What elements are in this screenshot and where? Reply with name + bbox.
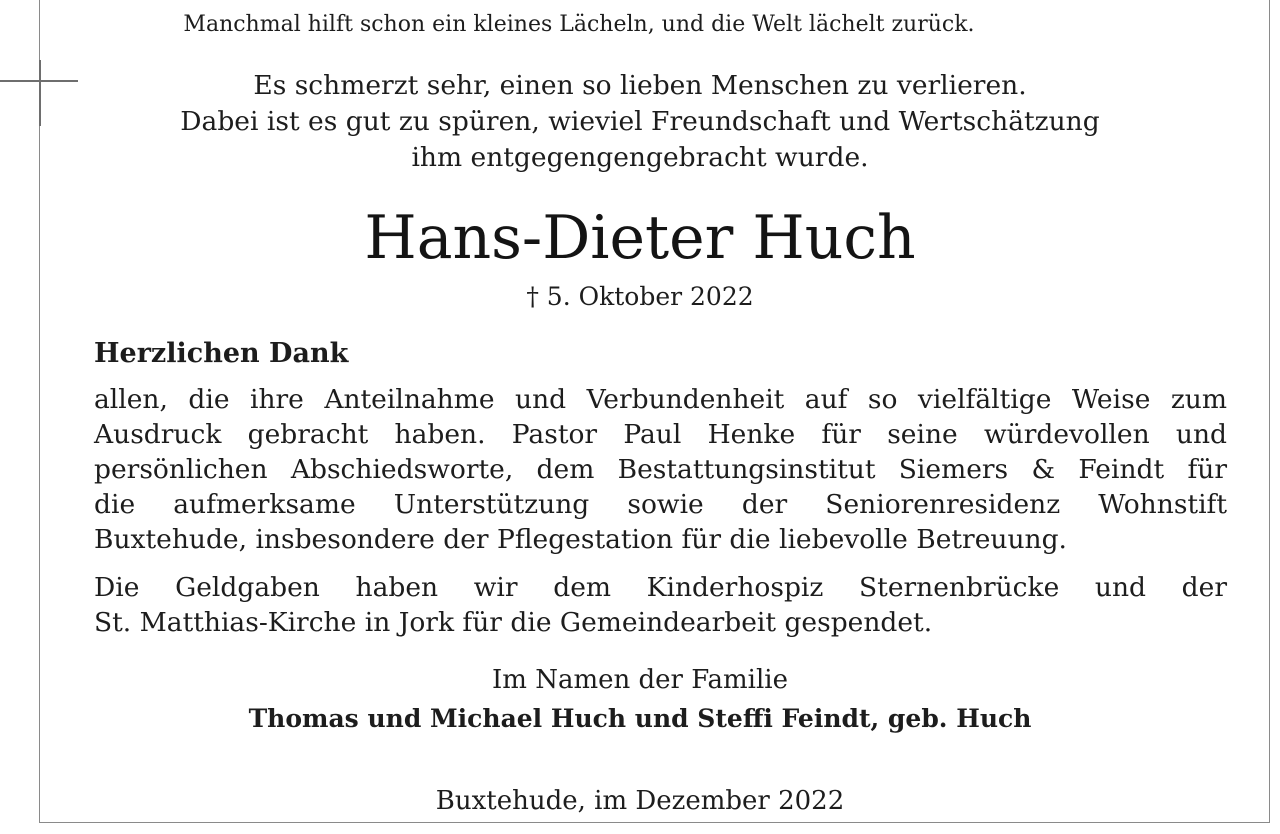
deceased-name: Hans-Dieter Huch — [364, 203, 916, 273]
paragraph-line: Die Geldgaben haben wir dem Kinderhospiz Sternenbrücke und der — [94, 572, 1227, 603]
paragraph-line: allen, die ihre Anteilnahme und Verbundenheit auf so vielfältige Weise zum — [94, 384, 1227, 415]
paragraph-line: Buxtehude, insbesondere der Pflegestation für die liebevolle Betreuung. — [94, 524, 1067, 555]
paragraph-line: persönlichen Abschiedsworte, dem Bestattungsinstitut Siemers & Feindt für — [94, 454, 1227, 485]
intro-line: Es schmerzt sehr, einen so lieben Menschen zu verlieren. — [253, 70, 1027, 101]
intro-line: ihm entgegengengebracht wurde. — [411, 142, 869, 173]
paragraph-line: St. Matthias-Kirche in Jork für die Gemeindearbeit gespendet. — [94, 607, 933, 638]
donation-paragraph — [94, 570, 1227, 640]
place-date: Buxtehude, im Dezember 2022 — [435, 786, 845, 816]
signature-intro: Im Namen der Familie — [492, 665, 788, 695]
intro-line: Dabei ist es gut zu spüren, wieviel Freundschaft und Wertschätzung — [180, 106, 1100, 137]
paragraph-line: die aufmerksame Unterstützung sowie der Seniorenresidenz Wohnstift — [94, 489, 1227, 520]
intro-text — [40, 68, 1240, 176]
signature-names: Thomas und Michael Huch und Steffi Feindt, geb. Huch — [248, 704, 1032, 733]
death-date: † 5. Oktober 2022 — [526, 282, 754, 311]
paragraph-line: Ausdruck gebracht haben. Pastor Paul Henke für seine würdevollen und — [94, 419, 1227, 450]
thanks-paragraph — [94, 382, 1227, 557]
motto: Manchmal hilft schon ein kleines Lächeln, und die Welt lächelt zurück. — [183, 12, 975, 37]
thanks-heading: Herzlichen Dank — [94, 338, 349, 369]
